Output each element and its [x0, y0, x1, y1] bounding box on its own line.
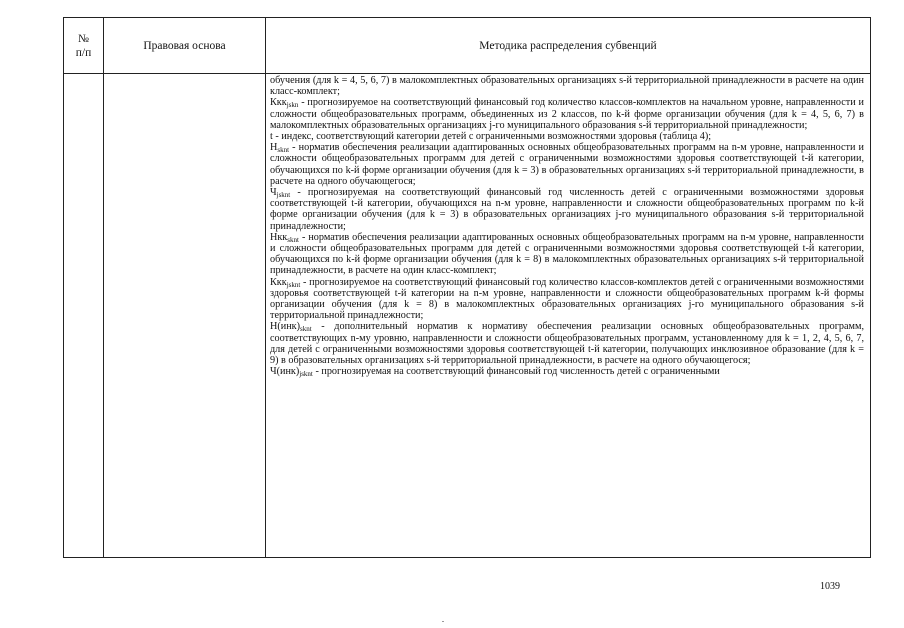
- definition-text: - дополнительный норматив к нормативу обеспечения реализации основных общеобразовательных программ, соответствующих n-му уровню, направленности и сложности общеобразовательных программ, установленному для k = 1, 2, 4, 5, 6, 7, для детей с ограниченными возможностями здоровья соответствующей t-й категории, получающих инклюзивное образование (для k = 9) в образовательных организациях s-й территориальной принадлежности, в расчете на одного обучающегося;: [270, 321, 864, 367]
- variable-subscript: sknt: [277, 146, 290, 155]
- variable-subscript: jsknt: [299, 370, 313, 379]
- header-legal-basis: Правовая основа: [143, 39, 226, 52]
- definition-paragraph: [270, 232, 864, 277]
- definition-paragraph: [270, 97, 864, 131]
- definition-text: - норматив обеспечения реализации адаптированных основных общеобразовательных программ на n-м уровне, направленности и сложности общеобразовательных программ для детей с ограниченными возможностями здоровья соответствующей t-й категории, обучающихся по k-й форме организации обучения (для k = 8) в малокомплектных образовательных организациях s-й территориальной принадлежности, в расчете на один класс-комплект;: [270, 231, 864, 277]
- subsidy-table: [63, 17, 871, 558]
- column-divider: [265, 18, 266, 557]
- variable-symbol: Нкк: [270, 231, 288, 243]
- scan-mark: [442, 621, 444, 622]
- variable-subscript: jsknt: [276, 191, 291, 200]
- definition-paragraph: [270, 321, 864, 366]
- definition-text: - прогнозируемое на соответствующий финансовый год количество классов-комплектов детей с ограниченными возможностями здоровья соответствующей t-й категории на n-м уровне, направленности и сложности общеобразовательных программ k-й формы организации обучения (для k = 8) в малокомплектных образовательных организациях j-го муниципального образования s-й территориальной принадлежности;: [270, 276, 864, 322]
- variable-subscript: jsknt: [286, 280, 301, 289]
- header-number-symbol: №: [78, 32, 89, 45]
- variable-symbol: Н: [270, 142, 278, 154]
- definition-paragraph: [270, 75, 864, 97]
- definition-text: - прогнозируемая на соответствующий финансовый год численность детей с ограниченными возможностями здоровья соответствующей t-й категории, обучающихся на n-м уровне, направленности и сложности общеобразовательных программ по k-й форме организации обучения (для k = 3) в образовательных организациях j-го муниципального образования s-й территориальной принадлежности;: [270, 187, 864, 232]
- definition-paragraph: [270, 277, 864, 322]
- definition-text: - прогнозируемая на соответствующий финансовый год численность детей с ограниченными: [312, 366, 720, 378]
- definition-paragraph: [270, 142, 864, 187]
- definition-text: обучения (для k = 4, 5, 6, 7) в малокомплектных образовательных организациях s-й территориальной принадлежности в расчете на один класс-комплект;: [270, 75, 864, 98]
- definition-paragraph: [270, 187, 864, 232]
- variable-symbol: Ккк: [270, 97, 287, 109]
- definition-text: t - индекс, соответствующий категории детей с ограниченными возможностями здоровья (таблица 4);: [270, 131, 712, 143]
- variable-subscript: jskn: [286, 101, 299, 110]
- column-divider: [103, 18, 104, 557]
- header-number: [64, 18, 103, 73]
- header-number-abbr: п/п: [75, 46, 92, 59]
- definition-text: - прогнозируемое на соответствующий финансовый год количество классов-комплектов на начальном уровне, направленности и сложности общеобразовательных программ, объединенных из 2 классов, по k-й форме организации обучения (для k = 4, 5, 6, 7) в малокомплектных образовательных организациях j-го муниципального образования s-й территориальной принадлежности;: [270, 97, 864, 131]
- definition-paragraph: [270, 366, 864, 377]
- variable-symbol: Ч(инк): [270, 366, 300, 378]
- variable-symbol: Н(инк): [270, 321, 300, 333]
- methodology-text: [270, 75, 864, 377]
- variable-symbol: Ккк: [270, 276, 287, 288]
- definition-paragraph: [270, 131, 864, 142]
- page-number: 1039: [820, 581, 840, 592]
- definition-text: - норматив обеспечения реализации адаптированных основных общеобразовательных программ на n-м уровне, направленности и сложности общеобразовательных программ для детей с ограниченными возможностями здоровья соответствующей t-й категории, обучающихся по k-й форме организации обучения (для k = 3) в образовательных организациях s-й территориальной принадлежности, в расчете на одного обучающегося;: [270, 142, 864, 187]
- variable-subscript: sknt: [287, 235, 299, 244]
- header-divider: [64, 73, 870, 74]
- variable-subscript: sknt: [300, 325, 312, 334]
- header-methodology: Методика распределения субвенций: [479, 39, 657, 52]
- variable-symbol: Ч: [270, 187, 277, 199]
